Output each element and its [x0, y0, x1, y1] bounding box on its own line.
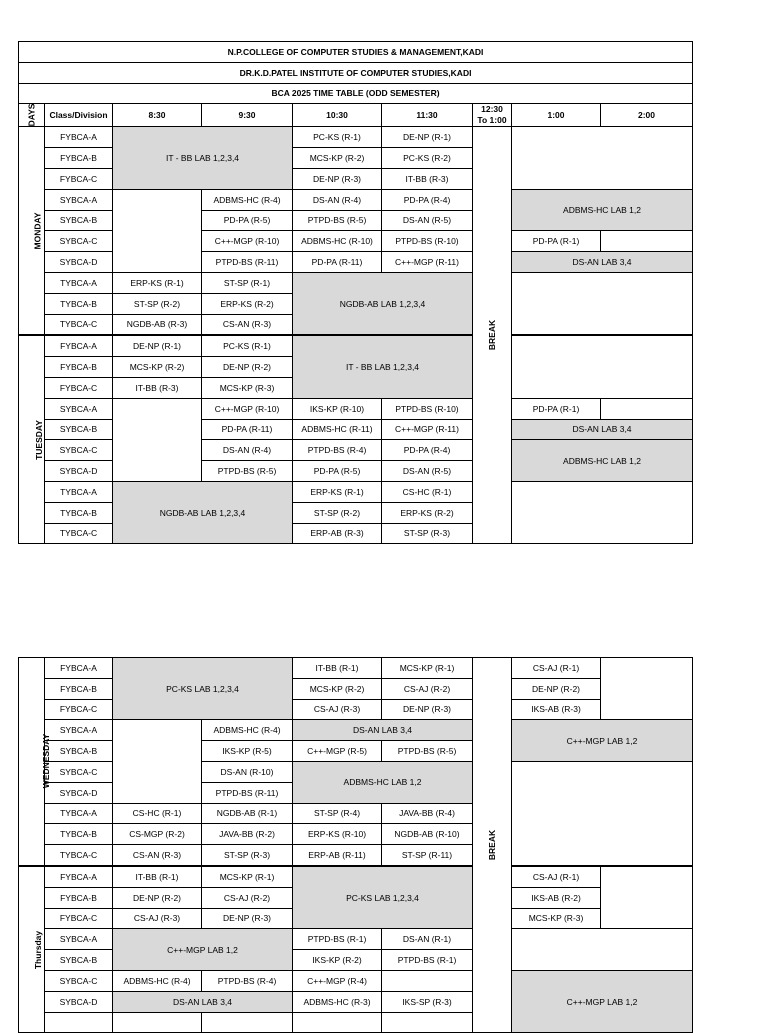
lab-cell: DS-AN LAB 3,4	[512, 419, 693, 440]
table-row: SYBCA-B PD-PA (R-5) PTPD-BS (R-5) DS-AN (R-5)	[19, 210, 693, 231]
header-college: N.P.COLLEGE OF COMPUTER STUDIES & MANAGEMENT,KADI	[19, 42, 693, 63]
table-row: SYBCA-C DS-AN (R-4) PTPD-BS (R-4) PD-PA (R-4) ADBMS-HC LAB 1,2	[19, 440, 693, 461]
table-row: FYBCA-C CS-AJ (R-3) DE-NP (R-3) IKS-AB (R-3)	[19, 699, 693, 720]
header-title: BCA 2025 TIME TABLE (ODD SEMESTER)	[19, 83, 693, 104]
table-row: SYBCA-C C++-MGP (R-10) ADBMS-HC (R-10) PTPD-BS (R-10) PD-PA (R-1)	[19, 231, 693, 252]
day-wednesday: WEDNESDAY	[19, 658, 45, 866]
table-row: TUESDAY FYBCA-A DE-NP (R-1) PC-KS (R-1) IT - BB LAB 1,2,3,4	[19, 335, 693, 356]
table-row: SYBCA-B IKS-KP (R-5) C++-MGP (R-5) PTPD-BS (R-5)	[19, 741, 693, 762]
time-break: 12:30 To 1:00	[473, 104, 512, 127]
table-row: TYBCA-A CS-HC (R-1) NGDB-AB (R-1) ST-SP (R-4) JAVA-BB (R-4)	[19, 803, 693, 824]
break-column: BREAK	[473, 658, 512, 1033]
table-row: TYBCA-B ST-SP (R-2) ERP-KS (R-2)	[19, 293, 693, 314]
table-row: TYBCA-A ERP-KS (R-1) ST-SP (R-1) NGDB-AB LAB 1,2,3,4	[19, 272, 693, 293]
lab-cell: C++-MGP LAB 1,2	[512, 720, 693, 762]
time-1030: 10:30	[293, 104, 382, 127]
timetable-monday-tuesday	[18, 41, 693, 544]
table-row: SYBCA-D DS-AN LAB 3,4 ADBMS-HC (R-3) IKS-SP (R-3)	[19, 991, 693, 1012]
lab-cell: ADBMS-HC LAB 1,2	[512, 189, 693, 231]
time-200: 2:00	[601, 104, 693, 127]
lab-cell: ADBMS-HC LAB 1,2	[293, 761, 473, 803]
time-1130: 11:30	[382, 104, 473, 127]
days-header: DAYS	[19, 104, 45, 127]
table-row: SYBCA-D PTPD-BS (R-5) PD-PA (R-5) DS-AN (R-5)	[19, 461, 693, 482]
table-row: SYBCA-A C++-MGP LAB 1,2 PTPD-BS (R-1) DS-AN (R-1)	[19, 929, 693, 950]
lab-cell: PC-KS LAB 1,2,3,4	[293, 866, 473, 929]
timetable-wednesday-thursday	[18, 657, 693, 1033]
table-row: FYBCA-B MCS-KP (R-2) DE-NP (R-2)	[19, 357, 693, 378]
table-row: TYBCA-C CS-AN (R-3) ST-SP (R-3) ERP-AB (R-11) ST-SP (R-11)	[19, 845, 693, 866]
day-thursday: Thursday	[19, 866, 45, 1033]
table-row: MONDAY FYBCA-A IT - BB LAB 1,2,3,4 PC-KS (R-1) DE-NP (R-1) BREAK	[19, 127, 693, 148]
lab-cell: DS-AN LAB 3,4	[113, 991, 293, 1012]
table-row: Thursday FYBCA-A IT-BB (R-1) MCS-KP (R-1) PC-KS LAB 1,2,3,4 CS-AJ (R-1)	[19, 866, 693, 887]
table-row: TYBCA-B CS-MGP (R-2) JAVA-BB (R-2) ERP-KS (R-10) NGDB-AB (R-10)	[19, 824, 693, 845]
table-row: TYBCA-C ERP-AB (R-3) ST-SP (R-3)	[19, 523, 693, 544]
time-100: 1:00	[512, 104, 601, 127]
table-row: TYBCA-B ST-SP (R-2) ERP-KS (R-2)	[19, 502, 693, 523]
time-930: 9:30	[202, 104, 293, 127]
lab-cell: DS-AN LAB 3,4	[512, 252, 693, 273]
lab-cell: NGDB-AB LAB 1,2,3,4	[113, 481, 293, 543]
table-row: FYBCA-B MCS-KP (R-2) PC-KS (R-2)	[19, 148, 693, 169]
table-row: FYBCA-B DE-NP (R-2) CS-AJ (R-2) IKS-AB (R-2)	[19, 887, 693, 908]
table-row: FYBCA-B MCS-KP (R-2) CS-AJ (R-2) DE-NP (R-2)	[19, 678, 693, 699]
table-row: FYBCA-C DE-NP (R-3) IT-BB (R-3)	[19, 168, 693, 189]
lab-cell: ADBMS-HC LAB 1,2	[512, 440, 693, 482]
lab-cell: IT - BB LAB 1,2,3,4	[293, 335, 473, 398]
table-row: TYBCA-A NGDB-AB LAB 1,2,3,4 ERP-KS (R-1) CS-HC (R-1)	[19, 481, 693, 502]
lab-cell: C++-MGP LAB 1,2	[113, 929, 293, 971]
lab-cell: NGDB-AB LAB 1,2,3,4	[293, 272, 473, 335]
lab-cell: C++-MGP LAB 1,2	[512, 970, 693, 1032]
header-institute: DR.K.D.PATEL INSTITUTE OF COMPUTER STUDIES,KADI	[19, 62, 693, 83]
table-row: SYBCA-B PD-PA (R-11) ADBMS-HC (R-11) C++-MGP (R-11) DS-AN LAB 3,4	[19, 419, 693, 440]
day-monday: MONDAY	[19, 127, 45, 335]
day-tuesday: TUESDAY	[19, 335, 45, 543]
table-row: SYBCA-A C++-MGP (R-10) IKS-KP (R-10) PTPD-BS (R-10) PD-PA (R-1)	[19, 398, 693, 419]
table-row: SYBCA-C DS-AN (R-10) ADBMS-HC LAB 1,2	[19, 761, 693, 782]
table-row: WEDNESDAY FYBCA-A PC-KS LAB 1,2,3,4 IT-BB (R-1) MCS-KP (R-1) BREAK CS-AJ (R-1)	[19, 658, 693, 679]
table-row: SYBCA-A ADBMS-HC (R-4) DS-AN LAB 3,4 C++-MGP LAB 1,2	[19, 720, 693, 741]
class-header: Class/Division	[45, 104, 113, 127]
lab-cell: DS-AN LAB 3,4	[293, 720, 473, 741]
table-row: SYBCA-D PTPD-BS (R-11) PD-PA (R-11) C++-MGP (R-11) DS-AN LAB 3,4	[19, 252, 693, 273]
table-row: SYBCA-D PTPD-BS (R-11)	[19, 782, 693, 803]
table-row: SYBCA-B IKS-KP (R-2) PTPD-BS (R-1)	[19, 950, 693, 971]
lab-cell: IT - BB LAB 1,2,3,4	[113, 127, 293, 189]
table-row: SYBCA-A ADBMS-HC (R-4) DS-AN (R-4) PD-PA (R-4) ADBMS-HC LAB 1,2	[19, 189, 693, 210]
table-row: TYBCA-C NGDB-AB (R-3) CS-AN (R-3)	[19, 314, 693, 335]
break-column: BREAK	[473, 127, 512, 544]
table-row: FYBCA-C IT-BB (R-3) MCS-KP (R-3)	[19, 377, 693, 398]
table-row: SYBCA-C ADBMS-HC (R-4) PTPD-BS (R-4) C++-MGP (R-4) C++-MGP LAB 1,2	[19, 970, 693, 991]
table-row: FYBCA-C CS-AJ (R-3) DE-NP (R-3) MCS-KP (R-3)	[19, 908, 693, 929]
time-830: 8:30	[113, 104, 202, 127]
lab-cell: PC-KS LAB 1,2,3,4	[113, 658, 293, 720]
